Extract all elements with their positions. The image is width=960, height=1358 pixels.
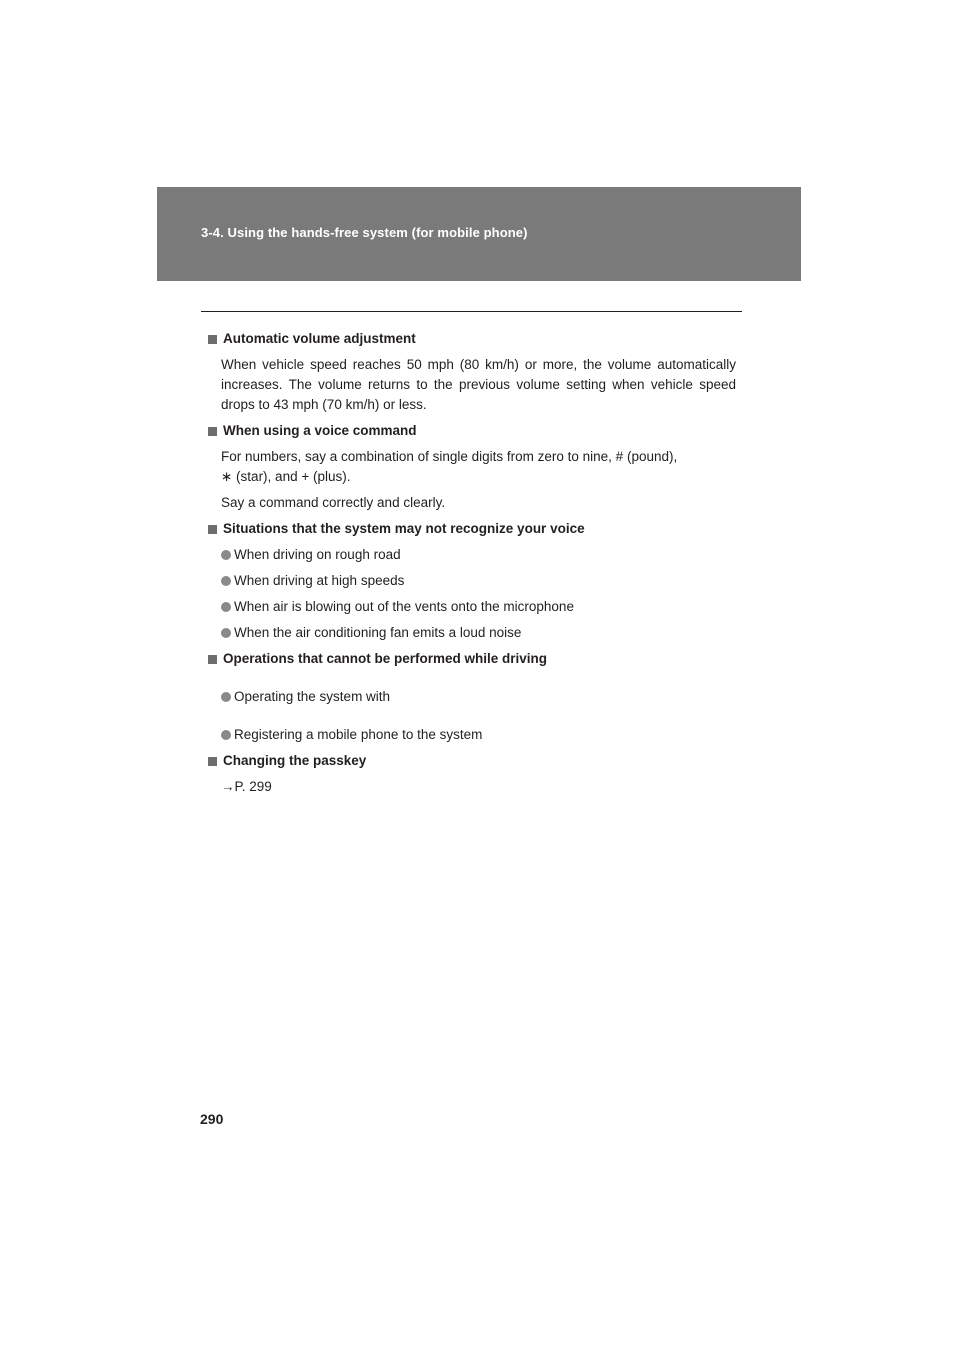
round-bullet-icon [221, 628, 231, 638]
square-bullet-icon [208, 525, 217, 534]
square-bullet-icon [208, 655, 217, 664]
section-heading-automatic-volume: Automatic volume adjustment [206, 329, 736, 349]
automatic-volume-text: When vehicle speed reaches 50 mph (80 km/h) or more, the volume automatically increases. The volume returns to the previous volume setting when vehicle speed drops to 43 mph (70 km/h) or less. [221, 357, 736, 412]
section-heading-voice-command: When using a voice command [206, 421, 736, 441]
passkey-page-reference: →P. 299 [221, 779, 272, 794]
section-divider [201, 311, 742, 312]
chapter-title: 3-4. Using the hands-free system (for mobile phone) [201, 225, 528, 240]
voice-command-numbers-text-1: For numbers, say a combination of single digits from zero to nine, # (pound), [221, 449, 678, 464]
chapter-header-band [157, 187, 801, 281]
list-item: When air is blowing out of the vents onto the microphone [221, 597, 736, 617]
square-bullet-icon [208, 335, 217, 344]
list-item: When driving on rough road [221, 545, 736, 565]
voice-command-clearly-text: Say a command correctly and clearly. [221, 495, 446, 510]
section-heading-driving-restrictions: Operations that cannot be performed while driving [206, 649, 736, 669]
list-item: When driving at high speeds [221, 571, 736, 591]
section-heading-voice-not-recognized: Situations that the system may not recognize your voice [206, 519, 736, 539]
round-bullet-icon [221, 692, 231, 702]
list-item: Operating the system with [221, 687, 736, 707]
list-item: When the air conditioning fan emits a loud noise [221, 623, 736, 643]
square-bullet-icon [208, 427, 217, 436]
round-bullet-icon [221, 602, 231, 612]
page-content [206, 329, 736, 803]
page-number: 290 [200, 1111, 224, 1127]
round-bullet-icon [221, 576, 231, 586]
voice-command-numbers-text-2: ∗ (star), and + (plus). [221, 469, 351, 484]
section-heading-changing-passkey: Changing the passkey [206, 751, 736, 771]
list-item: Registering a mobile phone to the system [221, 725, 736, 745]
square-bullet-icon [208, 757, 217, 766]
round-bullet-icon [221, 730, 231, 740]
round-bullet-icon [221, 550, 231, 560]
